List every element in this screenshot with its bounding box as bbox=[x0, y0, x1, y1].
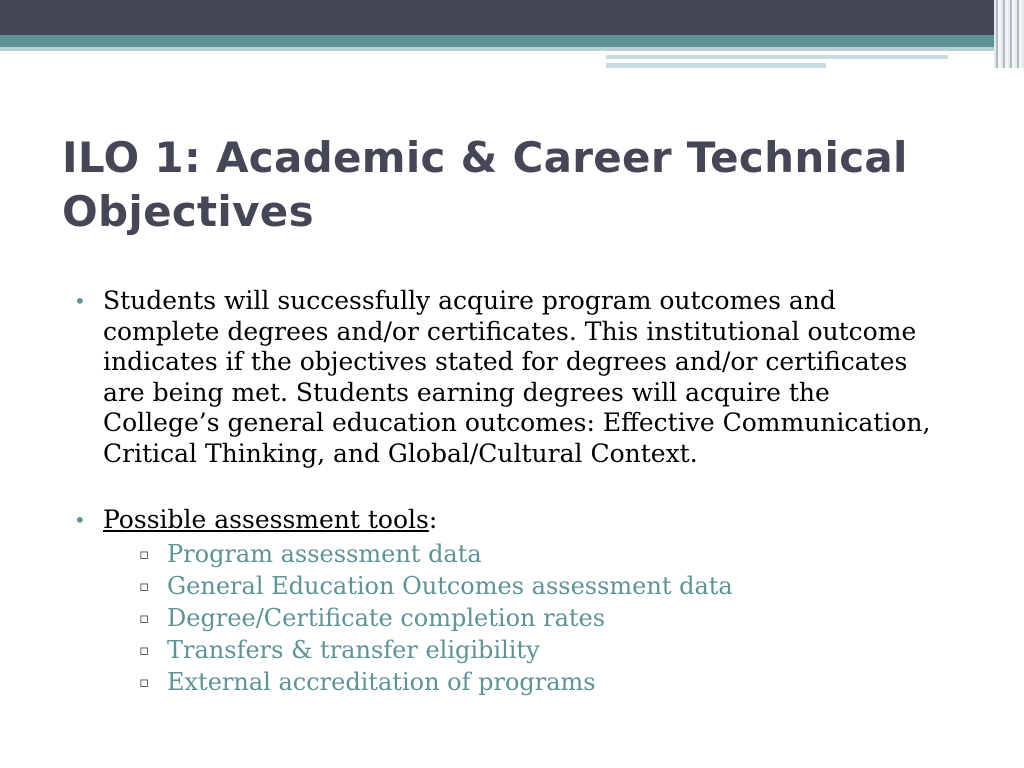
bullet-item-description bbox=[72, 286, 952, 469]
square-bullet-icon: ▫ bbox=[139, 640, 150, 659]
list-item bbox=[103, 634, 952, 666]
slide-body bbox=[72, 286, 952, 698]
square-bullet-icon: ▫ bbox=[139, 576, 150, 595]
assessment-tools-list bbox=[103, 538, 952, 698]
list-item bbox=[103, 570, 952, 602]
list-item bbox=[103, 538, 952, 570]
header-teal-bar bbox=[0, 35, 1024, 47]
header-light-bar bbox=[0, 47, 1024, 51]
header-right-stripes bbox=[994, 0, 1024, 68]
list-item bbox=[103, 666, 952, 698]
list-item-text: Degree/Certificate completion rates bbox=[167, 603, 606, 632]
square-bullet-icon: ▫ bbox=[139, 544, 150, 563]
bullet-dot-icon: • bbox=[74, 289, 86, 313]
list-item bbox=[103, 602, 952, 634]
list-item-text: Program assessment data bbox=[167, 539, 482, 568]
slide-title: ILO 1: Academic & Career Technical Objectives bbox=[62, 133, 908, 236]
list-item-text: Transfers & transfer eligibility bbox=[167, 635, 540, 664]
assessment-tools-heading: Possible assessment tools bbox=[103, 505, 429, 534]
header-accent-line bbox=[606, 55, 948, 59]
bullet-text: Students will successfully acquire program outcomes and complete degrees and/or certificates. This institutional outcome indicates if the objectives stated for degrees and/or certificates are being met. Students earning degrees will acquire the College’s general education outcomes: Effective Communication, Critical Thinking, and Global/Cultural Context. bbox=[103, 286, 931, 468]
assessment-tools-colon: : bbox=[428, 505, 438, 534]
square-bullet-icon: ▫ bbox=[139, 672, 150, 691]
list-item-text: External accreditation of programs bbox=[167, 667, 596, 696]
bullet-dot-icon: • bbox=[74, 508, 86, 532]
bullet-item-assessment-tools bbox=[72, 505, 952, 698]
list-item-text: General Education Outcomes assessment data bbox=[167, 571, 733, 600]
header-accent-line-short bbox=[606, 63, 826, 68]
square-bullet-icon: ▫ bbox=[139, 608, 150, 627]
header-dark-bar bbox=[0, 0, 1024, 35]
